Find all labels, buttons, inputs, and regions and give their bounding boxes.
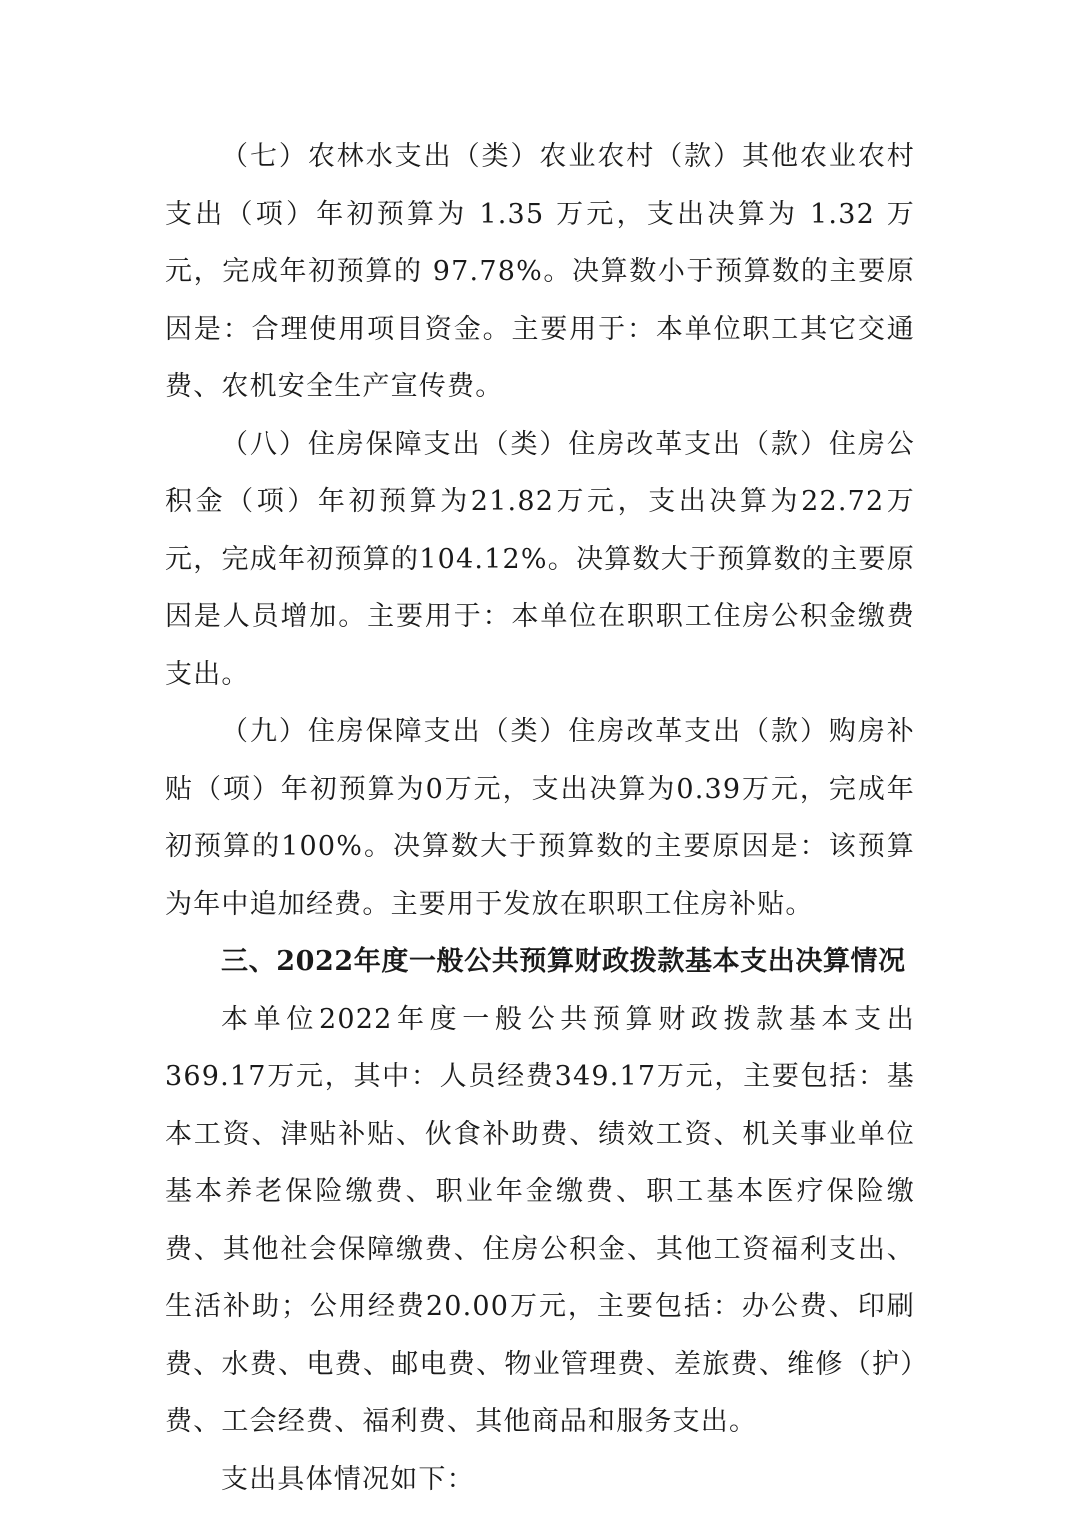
paragraph-housing-provident-fund: （八）住房保障支出（类）住房改革支出（款）住房公积金（项）年初预算为21.82万元，支出决算为22.72万元，完成年初预算的104.12%。决算数大于预算数的主要原因是人员增加。主要用于：本单位在职职工住房公积金缴费支出。 <box>165 428 915 690</box>
paragraph-agriculture-expenditure: （七）农林水支出（类）农业农村（款）其他农业农村支出（项）年初预算为 1.35 万元，支出决算为 1.32 万元，完成年初预算的 97.78%。决算数小于预算数的主要原因是：合理使用项目资金。主要用于：本单位职工其它交通费、农机安全生产宣传费。 <box>165 141 915 402</box>
section-heading: 三、2022年度一般公共预算财政拨款基本支出决算情况 <box>221 946 906 977</box>
document-body <box>165 128 915 1508</box>
paragraph-housing-subsidy: （九）住房保障支出（类）住房改革支出（款）购房补贴（项）年初预算为0万元，支出决算为0.39万元，完成年初预算的100%。决算数大于预算数的主要原因是：该预算为年中追加经费。主要用于发放在职职工住房补贴。 <box>165 716 915 920</box>
paragraph-basic-expenditure: 本单位2022年度一般公共预算财政拨款基本支出369.17万元，其中：人员经费349.17万元，主要包括：基本工资、津贴补贴、伙食补助费、绩效工资、机关事业单位基本养老保险缴费、职业年金缴费、职工基本医疗保险缴费、其他社会保障缴费、住房公积金、其他工资福利支出、生活补助；公用经费20.00万元，主要包括：办公费、印刷费、水费、电费、邮电费、物业管理费、差旅费、维修（护）费、工会经费、福利费、其他商品和服务支出。 <box>165 1003 915 1437</box>
paragraph-details-intro: 支出具体情况如下： <box>221 1463 475 1495</box>
